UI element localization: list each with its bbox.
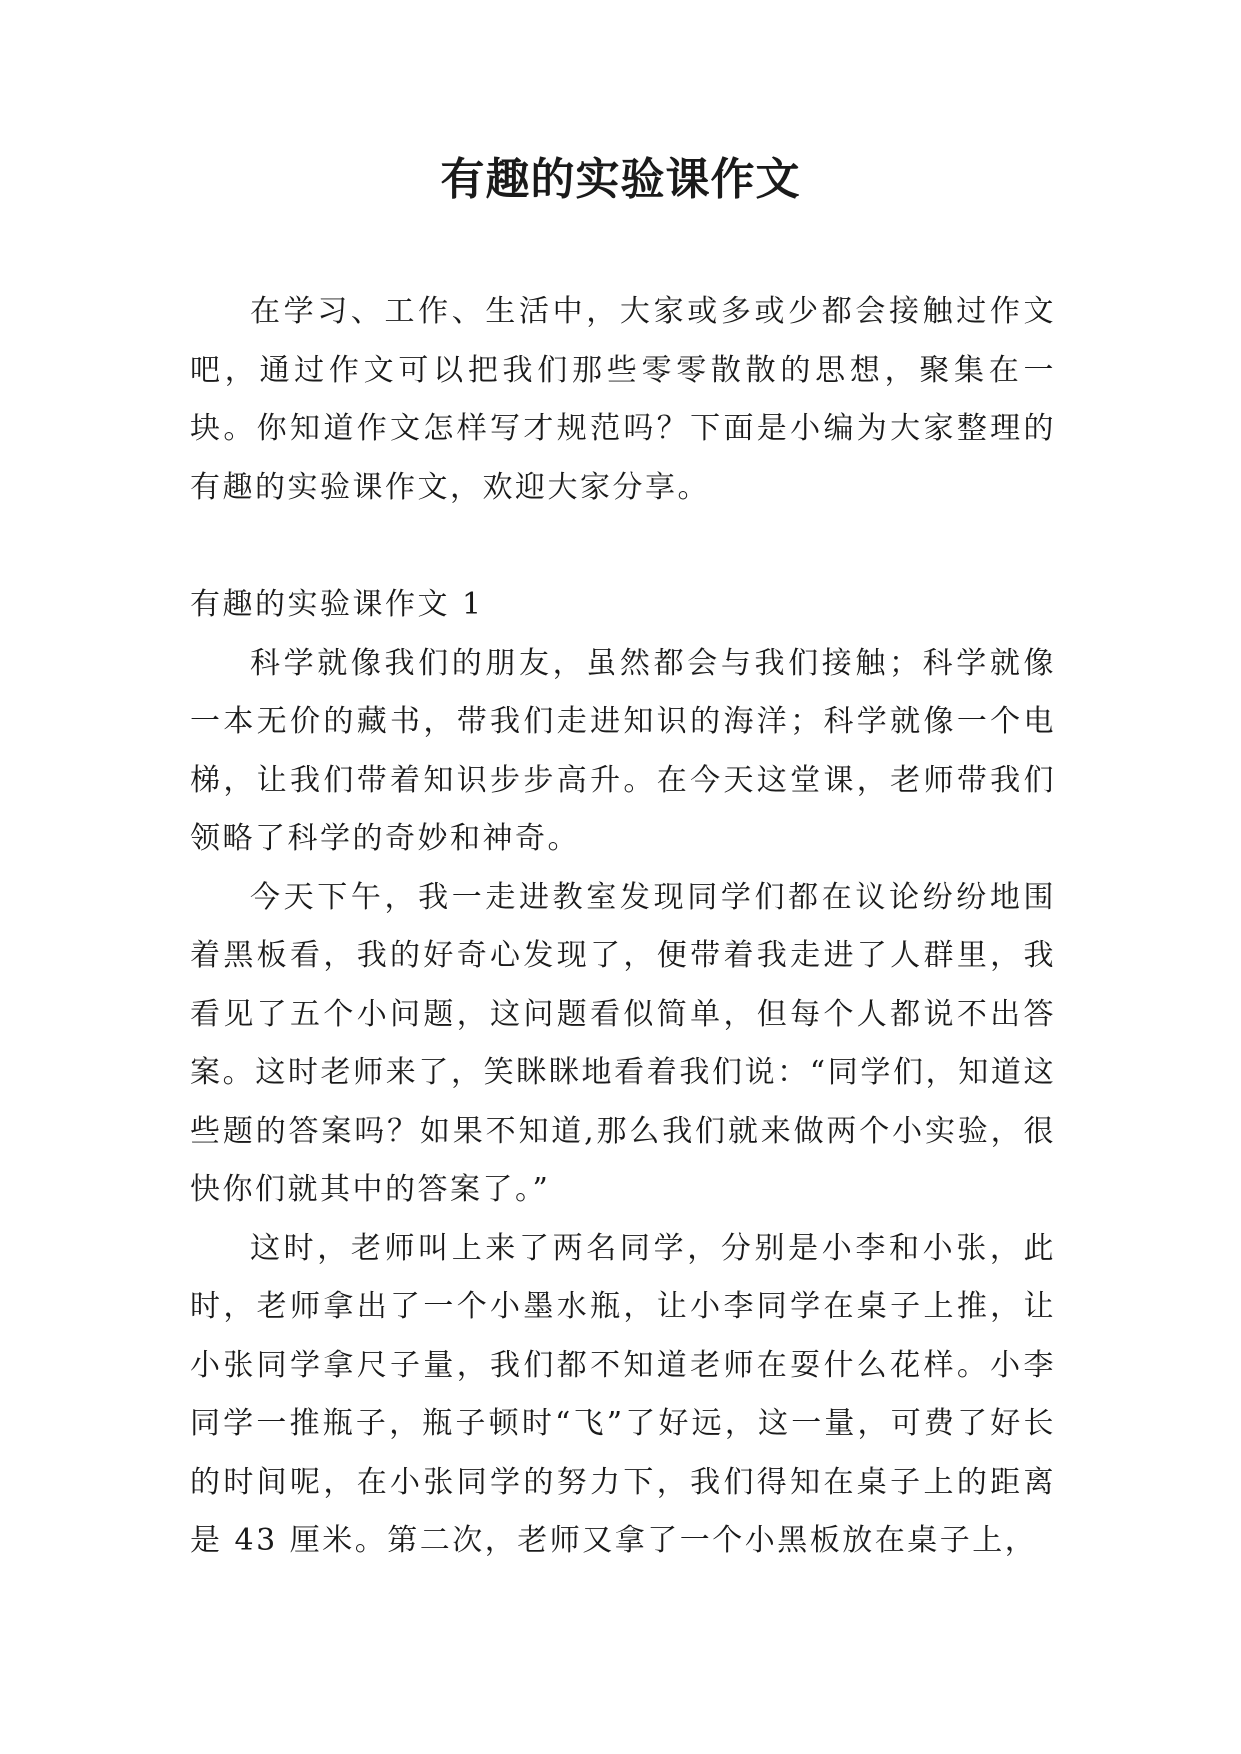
intro-paragraph: 在学习、工作、生活中，大家或多或少都会接触过作文吧，通过作文可以把我们那些零零散散的思想，聚集在一块。你知道作文怎样写才规范吗？下面是小编为大家整理的有趣的实验课作文，欢迎大家分享。	[190, 294, 1056, 505]
body-paragraph: 今天下午，我一走进教室发现同学们都在议论纷纷地围着黑板看，我的好奇心发现了，便带着我走进了人群里，我看见了五个小问题，这问题看似简单，但每个人都说不出答案。这时老师来了，笑眯眯地看着我们说：“同学们，知道这些题的答案吗？如果不知道,那么我们就来做两个小实验，很快你们就其中的答案了。”	[190, 879, 1056, 1207]
section-title: 有趣的实验课作文 1	[190, 587, 484, 622]
document-body	[190, 283, 1056, 1571]
body-paragraph: 科学就像我们的朋友，虽然都会与我们接触；科学就像一本无价的藏书，带我们走进知识的海洋；科学就像一个电梯，让我们带着知识步步高升。在今天这堂课，老师带我们领略了科学的奇妙和神奇。	[190, 645, 1056, 856]
body-paragraph: 这时，老师叫上来了两名同学，分别是小李和小张，此时，老师拿出了一个小墨水瓶，让小李同学在桌子上推，让小张同学拿尺子量，我们都不知道老师在耍什么花样。小李同学一推瓶子，瓶子顿时“飞”了好远，这一量，可费了好长的时间呢，在小张同学的努力下，我们得知在桌子上的距离是 43 厘米。第二次，老师又拿了一个小黑板放在桌子上，	[190, 1230, 1056, 1558]
document-title: 有趣的实验课作文	[440, 154, 801, 205]
